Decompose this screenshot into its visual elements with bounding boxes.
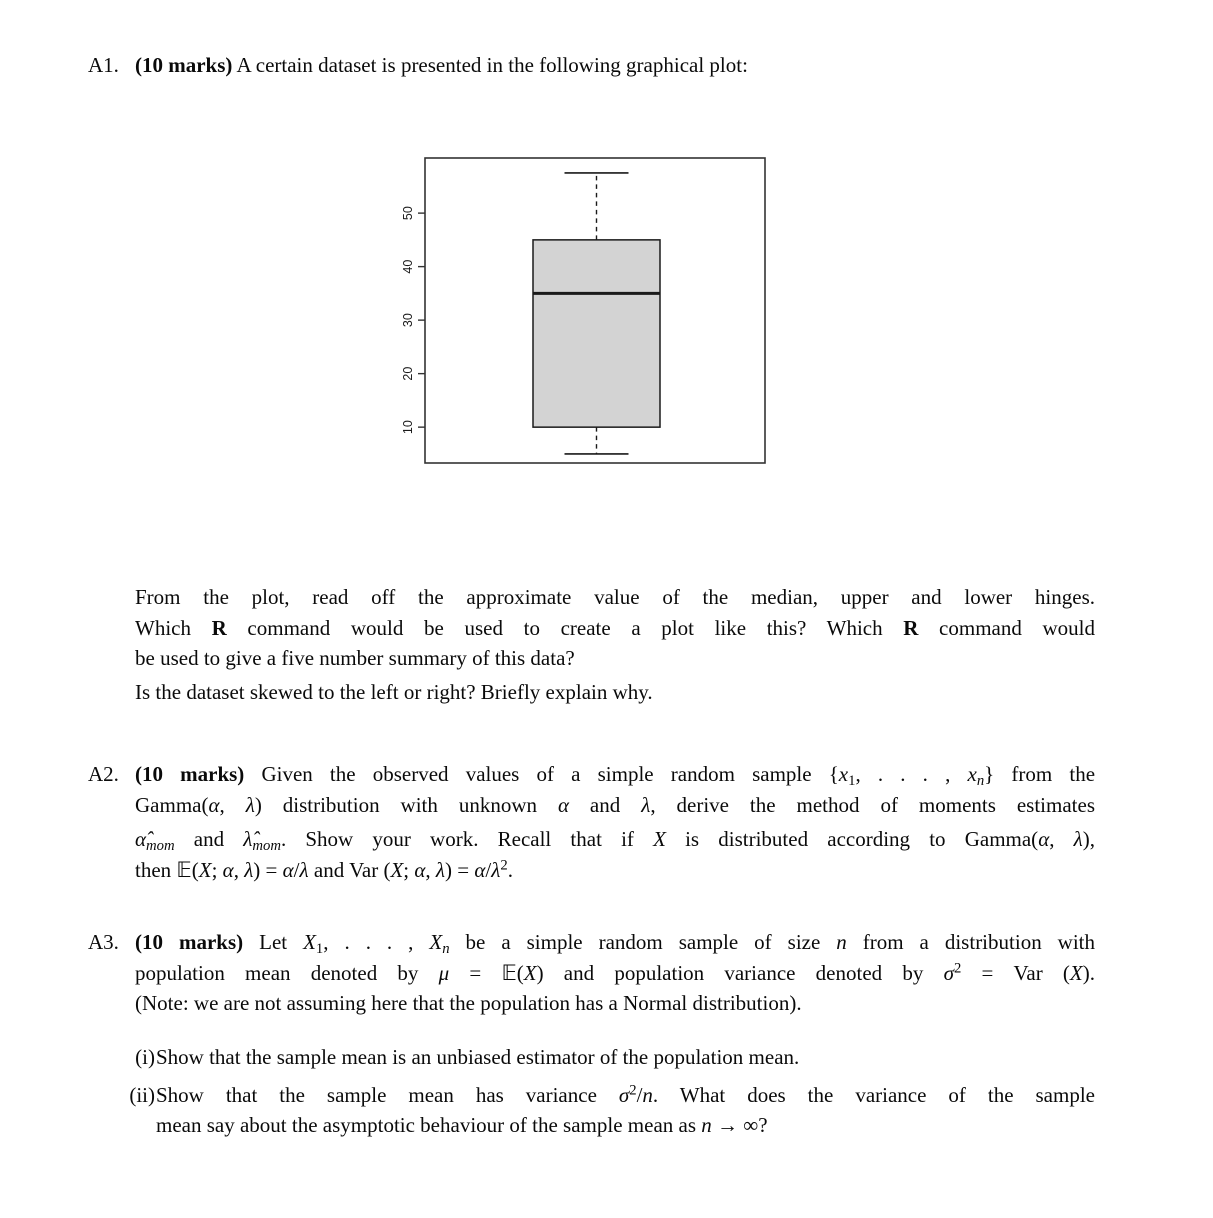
y-tick-label: 30 xyxy=(401,313,415,328)
boxplot-svg xyxy=(380,148,790,480)
item-i xyxy=(135,1042,1095,1073)
question-a1-paragraph-1: From the plot, read off the approximate value of the median, upper and lower hinges. Which R command would be used to create a plot like this? Which R command would be used to give a five number summary of this data? xyxy=(135,585,1096,670)
question-a3-body: (10 marks) Let $X_1$, . . . , $X_n$ be a simple random sample of size n from a distribution with population mean denoted by μ = 𝔼(X) and population variance denoted by $\sigma^2$ = Var (X). (Note: we are not assuming here that the population has a Normal distribution). xyxy=(135,930,1095,1015)
y-tick-label: 40 xyxy=(401,259,415,274)
item-ii xyxy=(129,1080,1095,1141)
question-a1 xyxy=(88,50,1095,81)
item-i-body: Show that the sample mean is an unbiased estimator of the population mean. xyxy=(156,1045,800,1069)
boxplot-figure xyxy=(380,148,790,480)
question-a1-heading: (10 marks) A certain dataset is presented in the following graphical plot: xyxy=(135,53,748,77)
question-a2 xyxy=(88,759,1095,885)
question-a2-number: A2. xyxy=(88,762,119,786)
item-i-label: (i) xyxy=(135,1045,155,1069)
item-ii-label: (ii) xyxy=(129,1082,155,1107)
question-a3 xyxy=(88,927,1095,1019)
y-tick-label: 10 xyxy=(401,420,415,435)
question-a1-number: A1. xyxy=(88,53,119,77)
y-tick-label: 50 xyxy=(401,206,415,221)
question-a3-number: A3. xyxy=(88,930,119,954)
question-a2-body: (10 marks) Given the observed values of a simple random sample {$x_1$, . . . , $x_n$} from the Gamma(α, λ) distribution with unknown α and λ, derive the method of moments estimates $\alphâ_{mom}$ and $\lambdâ_{mom}$. Show your work. Recall that if X is distributed according to Gamma(α, λ), then 𝔼(X; α, λ) = α/λ and Var (X; α, $\lambda) = \alpha/\lambda^2$. xyxy=(135,762,1096,882)
question-a1-paragraph-2: Is the dataset skewed to the left or right? Briefly explain why. xyxy=(135,680,653,704)
item-ii-body: Show that the sample mean has variance $\sigma^2/n$. What does the variance of the sample mean say about the asymptotic behaviour of the sample mean as n → ∞? xyxy=(156,1082,1095,1137)
iqr-box xyxy=(533,240,660,427)
y-tick-label: 20 xyxy=(401,366,415,381)
question-a3-items xyxy=(129,1042,1095,1148)
